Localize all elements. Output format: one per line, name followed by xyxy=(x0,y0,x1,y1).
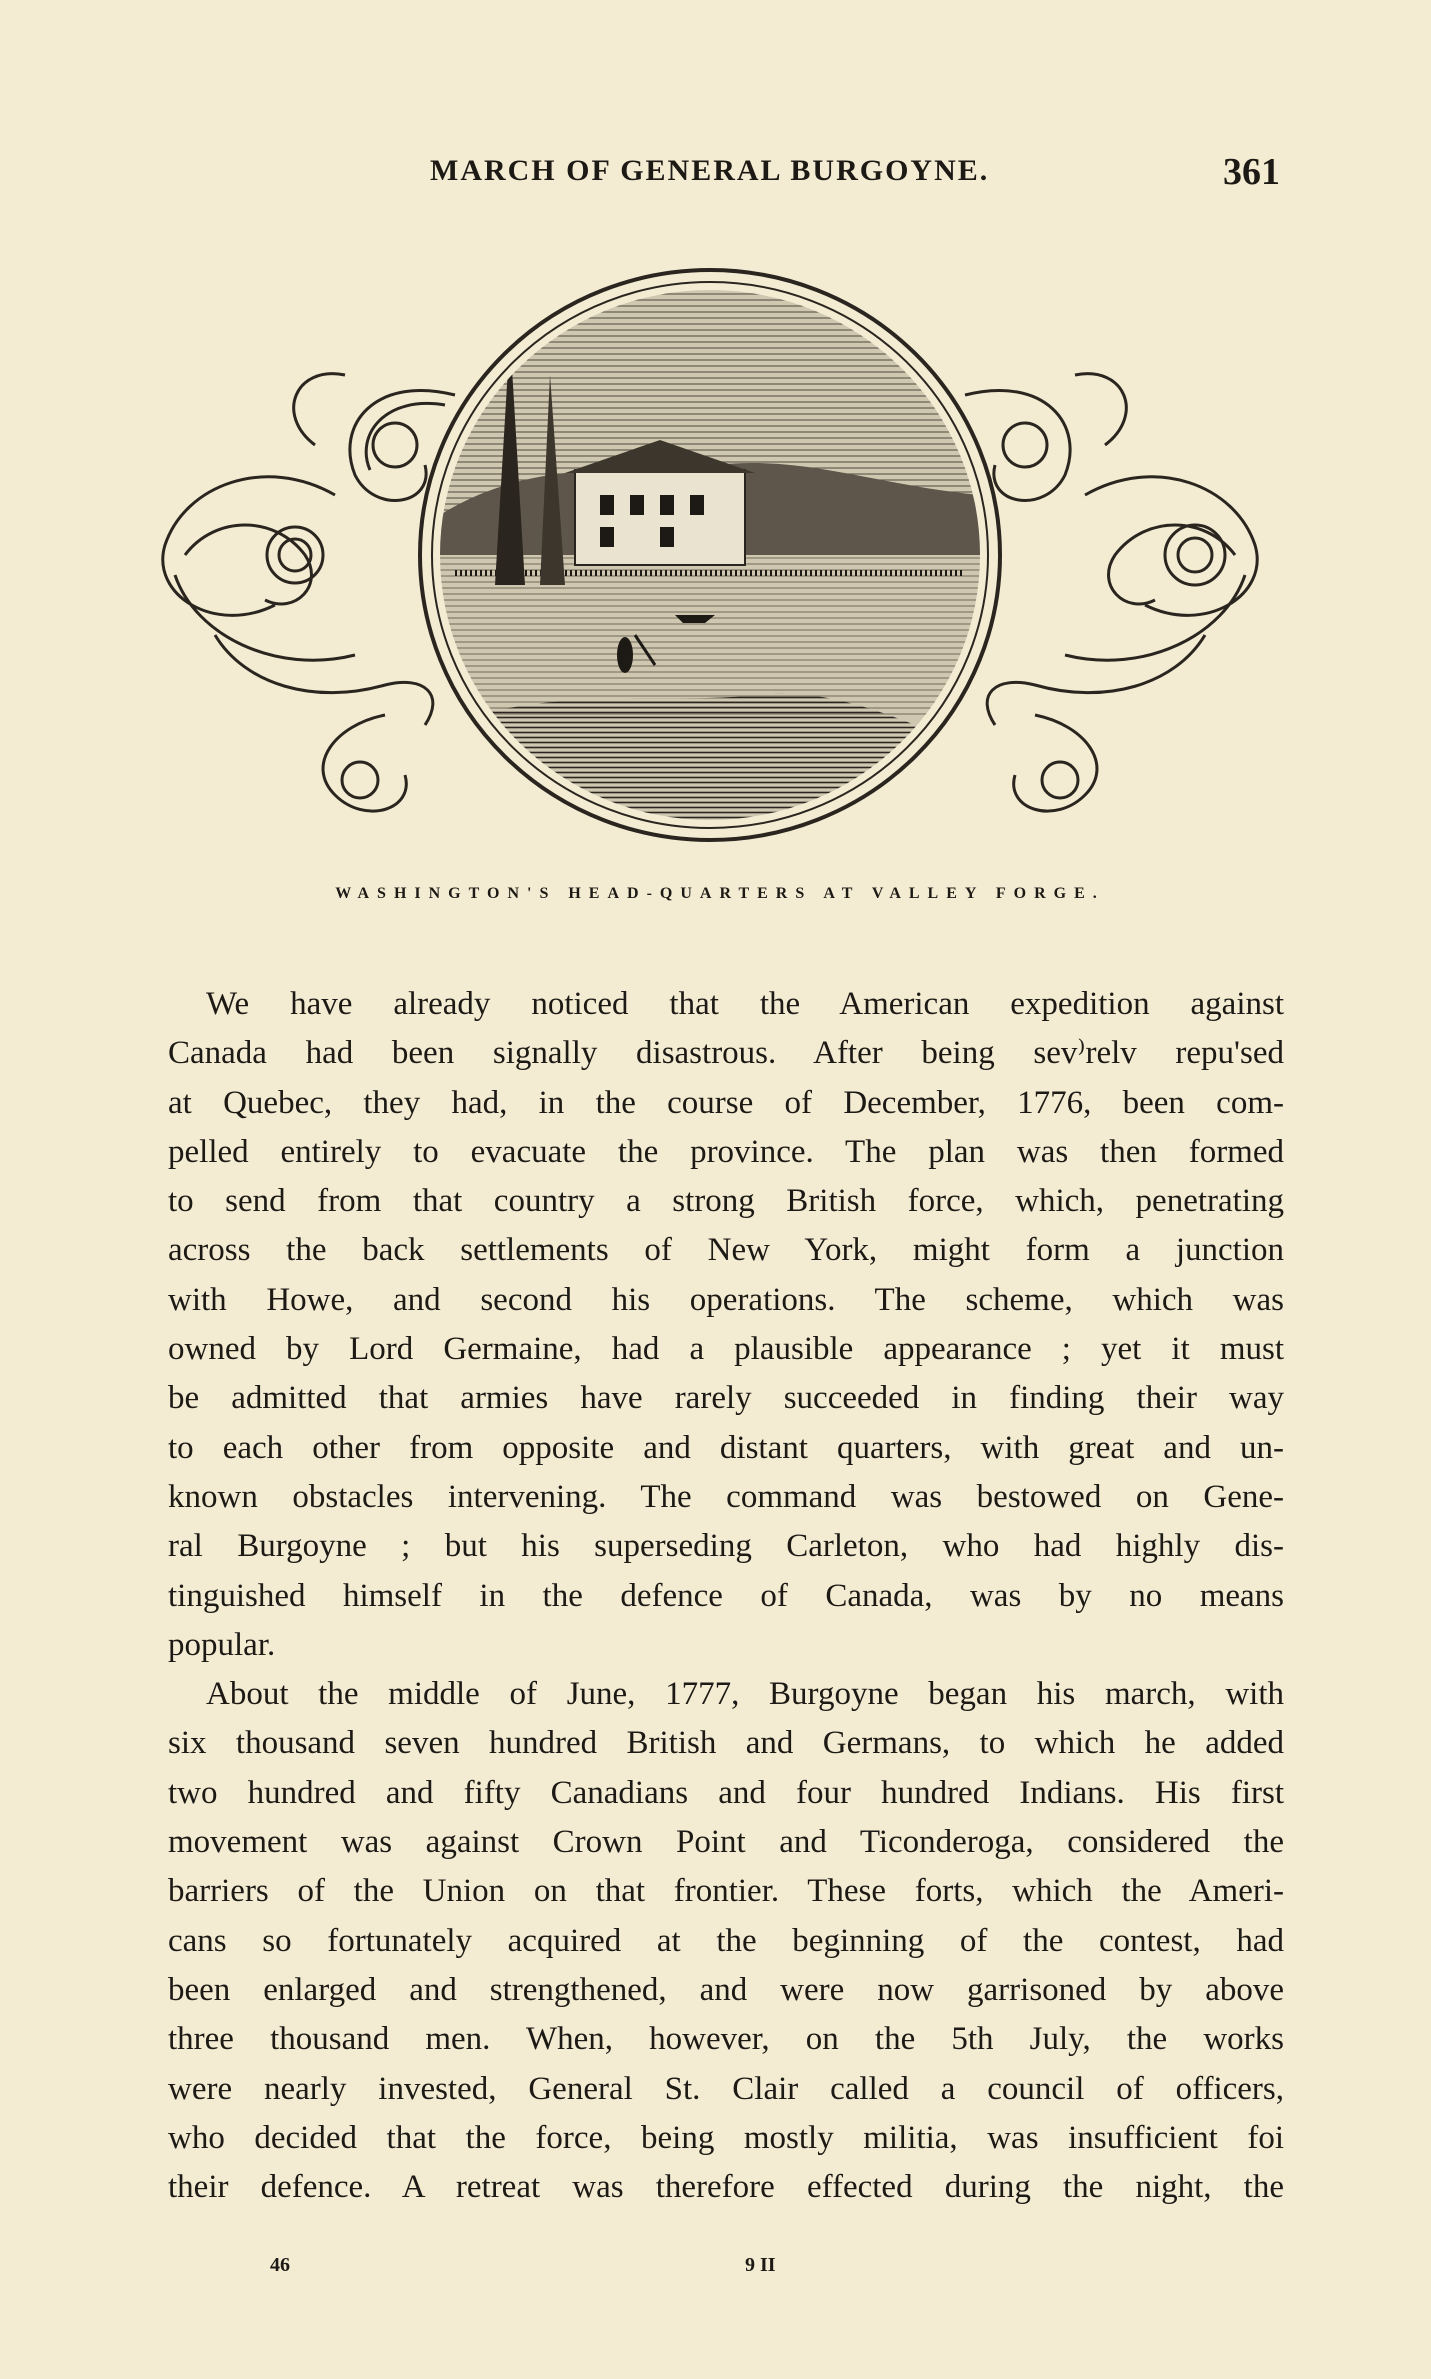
text-line: their defence. A retreat was therefore effected during the night, the xyxy=(168,2169,1284,2206)
text-line: were nearly invested, General St. Clair called a council of officers, xyxy=(168,2070,1284,2107)
text-line: cans so fortunately acquired at the beginning of the contest, had xyxy=(168,1922,1284,1959)
text-line: three thousand men. When, however, on the 5th July, the works xyxy=(168,2021,1284,2058)
body-text xyxy=(168,980,1284,2212)
paragraph-1 xyxy=(168,980,1284,1670)
page-number: 361 xyxy=(1223,151,1280,193)
right-scroll-ornament xyxy=(965,374,1257,811)
page-footer xyxy=(270,2254,870,2284)
text-line: who decided that the force, being mostly militia, was insufficient foi xyxy=(168,2119,1284,2156)
text-line: Canada had been signally disastrous. After being sev⁾relv repu'sed xyxy=(168,1035,1284,1072)
engraving-landscape-icon xyxy=(155,255,1295,855)
text-line: pelled entirely to evacuate the province. The plan was then formed xyxy=(168,1133,1284,1170)
text-line: About the middle of June, 1777, Burgoyne began his march, with xyxy=(206,1676,1284,1713)
engraving-illustration xyxy=(155,255,1295,855)
text-line: two hundred and fifty Canadians and four hundred Indians. His first xyxy=(168,1774,1284,1811)
text-line: barriers of the Union on that frontier. These forts, which the Ameri- xyxy=(168,1873,1284,1910)
text-line: to each other from opposite and distant quarters, with great and un- xyxy=(168,1429,1284,1466)
text-line: owned by Lord Germaine, had a plausible appearance ; yet it must xyxy=(168,1331,1284,1368)
paragraph-2 xyxy=(168,1670,1284,2212)
running-title: MARCH OF GENERAL BURGOYNE. xyxy=(430,154,990,187)
text-line: tinguished himself in the defence of Canada, was by no means xyxy=(168,1577,1284,1614)
text-line: ral Burgoyne ; but his superseding Carleton, who had highly dis- xyxy=(168,1528,1284,1565)
signature-mark-left: 46 xyxy=(270,2254,290,2276)
text-line: at Quebec, they had, in the course of December, 1776, been com- xyxy=(168,1084,1284,1121)
illustration-caption: WASHINGTON'S HEAD-QUARTERS AT VALLEY FORGE. xyxy=(335,885,1105,902)
left-scroll-ornament xyxy=(163,374,455,811)
text-line: been enlarged and strengthened, and were now garrisoned by above xyxy=(168,1971,1284,2008)
text-line: six thousand seven hundred British and Germans, to which he added xyxy=(168,1725,1284,1762)
text-line: known obstacles intervening. The command was bestowed on Gene- xyxy=(168,1478,1284,1515)
text-line: be admitted that armies have rarely succeeded in finding their way xyxy=(168,1380,1284,1417)
text-line: across the back settlements of New York, might form a junction xyxy=(168,1232,1284,1269)
text-line: with Howe, and second his operations. The scheme, which was xyxy=(168,1281,1284,1318)
text-line: We have already noticed that the American expedition against xyxy=(206,986,1284,1022)
page-header xyxy=(160,150,1280,210)
text-line: to send from that country a strong British force, which, penetrating xyxy=(168,1183,1284,1220)
text-line: movement was against Crown Point and Ticonderoga, considered the xyxy=(168,1824,1284,1861)
signature-mark-right: 9 II xyxy=(745,2254,776,2276)
text-line: popular. xyxy=(168,1626,276,1663)
